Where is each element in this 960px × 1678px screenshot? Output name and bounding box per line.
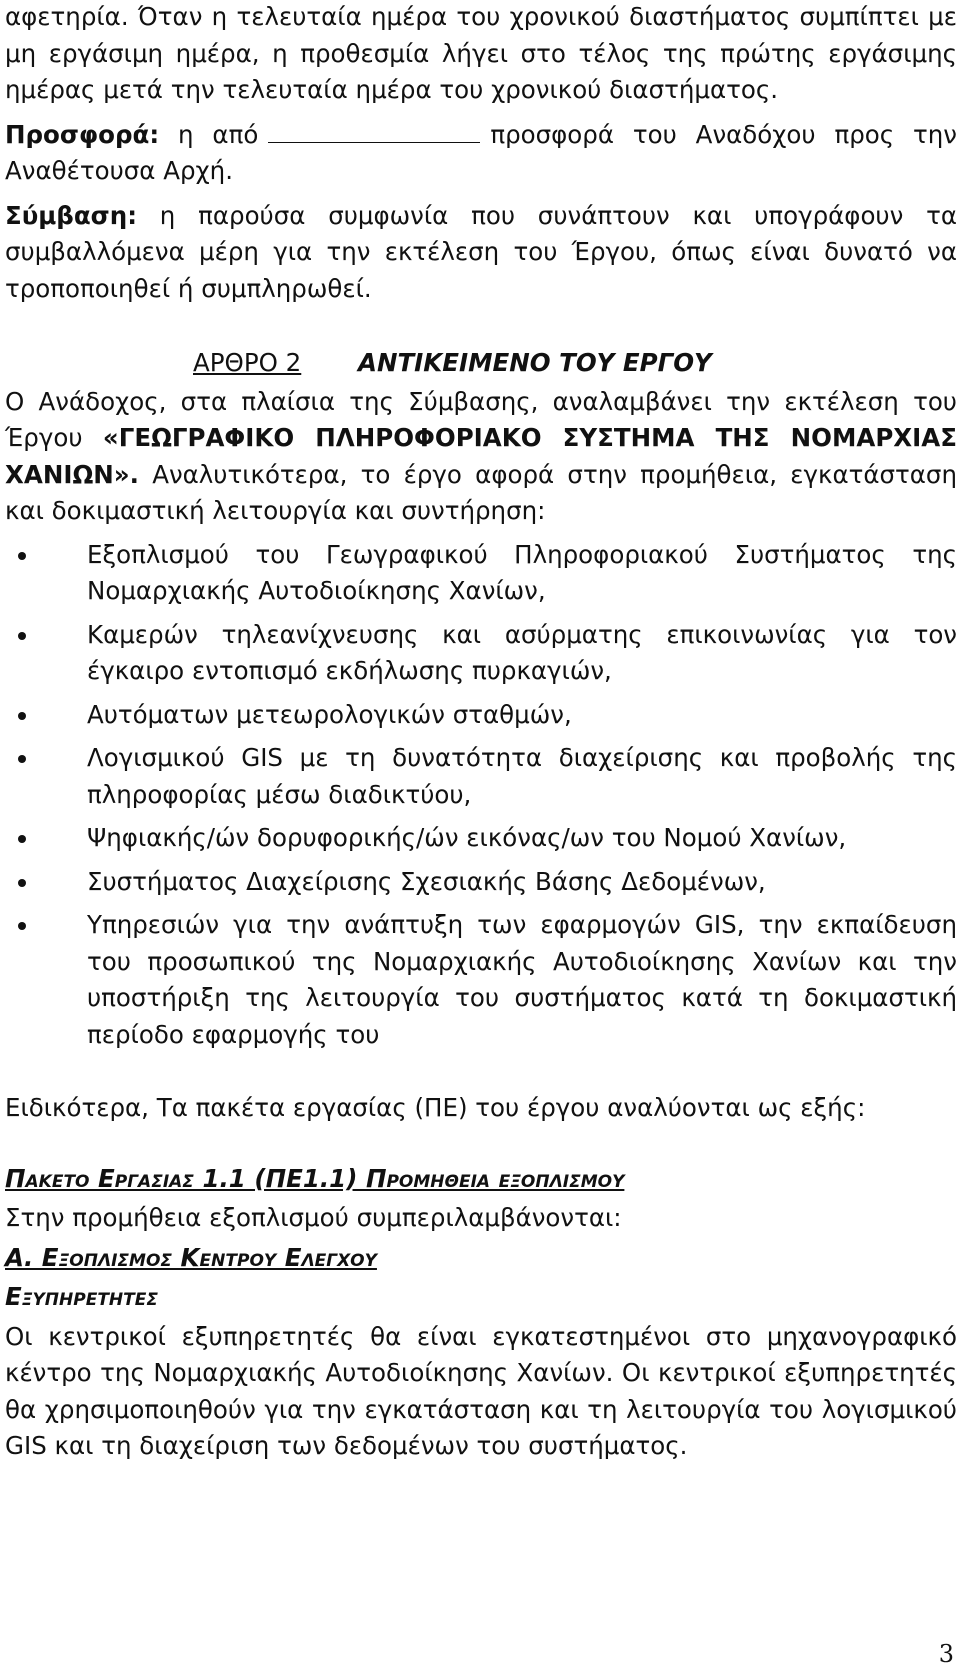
- list-item-text: Συστήματος Διαχείρισης Σχεσιακής Βάσης Δεδομένων,: [87, 866, 766, 896]
- contract-term: Σύμβαση:: [5, 200, 137, 230]
- list-item: [5, 864, 957, 901]
- list-item: [5, 697, 957, 734]
- bullet-icon: [18, 922, 26, 930]
- article-title: ΑΝΤΙΚΕΙΜΕΝΟ ΤΟΥ ΕΡΓΟΥ: [358, 348, 712, 377]
- list-item: [5, 907, 957, 1053]
- list-item-text: Λογισμικού GIS με τη δυνατότητα διαχείρισης και προβολής της πληροφορίας μέσω διαδικτύου,: [87, 743, 957, 809]
- document-page: [5, 0, 957, 1465]
- article-number: ΑΡΘΡΟ 2: [193, 348, 302, 377]
- project-name: «ΓΕΩΓΡΑΦΙΚΟ ΠΛΗΡΟΦΟΡΙΑΚΟ ΣΥΣΤΗΜΑ ΤΗΣ ΝΟΜΑΡΧΙΑΣ ΧΑΝΙΩΝ».: [5, 423, 957, 489]
- bullet-icon: [18, 712, 26, 720]
- offer-term: Προσφορά:: [5, 119, 160, 149]
- servers-heading: Εξυπηρετητες: [5, 1282, 158, 1311]
- equipment-intro: Στην προμήθεια εξοπλισμού συμπεριλαμβάνονται:: [5, 1203, 622, 1232]
- list-item-text: Αυτόματων μετεωρολογικών σταθμών,: [87, 699, 572, 729]
- offer-date-blank: [268, 120, 480, 143]
- list-item-text: Υπηρεσιών για την ανάπτυξη των εφαρμογών GIS, την εκπαίδευση του προσωπικού της Νομαρχιακής Αυτοδιοίκησης Χανίων και την υποστήριξη της λειτουργία του συστήματος κατά τη δοκιμαστική περίοδο εφαρμογής του: [87, 910, 957, 1049]
- bullet-icon: [18, 552, 26, 560]
- offer-text-after: προσφορά του Αναδόχου προς την Αναθέτουσα Αρχή.: [5, 119, 957, 185]
- scope-list: [5, 537, 957, 1054]
- offer-definition: [5, 117, 957, 190]
- page-number: 3: [938, 1640, 954, 1668]
- list-item-text: Καμερών τηλεανίχνευσης και ασύρματης επικοινωνίας για τον έγκαιρο εντοπισμό εκδήλωσης πυρκαγιών,: [87, 619, 957, 685]
- article-text-after: Αναλυτικότερα, το έργο αφορά στην προμήθεια, εγκατάσταση και δοκιμαστική λειτουργία και συντήρηση:: [5, 459, 957, 525]
- list-item: [5, 740, 957, 813]
- article-paragraph: [5, 384, 957, 530]
- list-item-text: Ψηφιακής/ών δορυφορικής/ών εικόνας/ων του Νομού Χανίων,: [87, 823, 847, 852]
- list-item: [5, 617, 957, 690]
- bullet-icon: [18, 879, 26, 887]
- list-item: [5, 537, 957, 610]
- work-packages-intro: Ειδικότερα, Τα πακέτα εργασίας (ΠΕ) του έργου αναλύονται ως εξής:: [5, 1093, 866, 1122]
- contract-definition: [5, 198, 957, 308]
- article-text-before: Ο Ανάδοχος, στα πλαίσια της Σύμβασης, αναλαμβάνει την εκτέλεση του Έργου: [5, 386, 957, 452]
- intro-paragraph: αφετηρία. Όταν η τελευταία ημέρα του χρονικού διαστήματος συμπίπτει με μη εργάσιμη ημέρα, η προθεσμία λήγει στο τέλος της πρώτης εργάσιμης ημέρας μετά την τελευταία ημέρα του χρονικού διαστήματος.: [5, 2, 957, 104]
- article-heading: [5, 345, 957, 382]
- bullet-icon: [18, 755, 26, 763]
- offer-text-before: η από: [178, 119, 259, 149]
- list-item-text: Εξοπλισμού του Γεωγραφικού Πληροφοριακού Συστήματος της Νομαρχιακής Αυτοδιοίκησης Χανίων,: [87, 539, 957, 605]
- contract-text: η παρούσα συμφωνία που συνάπτουν και υπογράφουν τα συμβαλλόμενα μέρη για την εκτέλεση του Έργου, όπως είναι δυνατό να τροποποιηθεί ή συμπληρωθεί.: [5, 200, 957, 303]
- bullet-icon: [18, 632, 26, 640]
- servers-paragraph: Οι κεντρικοί εξυπηρετητές θα είναι εγκατεστημένοι στο μηχανογραφικό κέντρο της Νομαρχιακής Αυτοδιοίκησης Χανίων. Οι κεντρικοί εξυπηρετητές θα χρησιμοποιηθούν για την εγκατάσταση και τη λειτουργία του λογισμικού GIS και τη διαχείριση των δεδομένων του συστήματος.: [5, 1321, 957, 1460]
- control-center-heading: Α. Εξοπλισμος Κεντρου Ελεγχου: [5, 1242, 377, 1272]
- bullet-icon: [18, 835, 26, 843]
- list-item: [5, 820, 957, 857]
- work-package-heading: Πακετο Εργασιας 1.1 (ΠΕ1.1) Προμηθεια εξοπλισμου: [5, 1163, 625, 1193]
